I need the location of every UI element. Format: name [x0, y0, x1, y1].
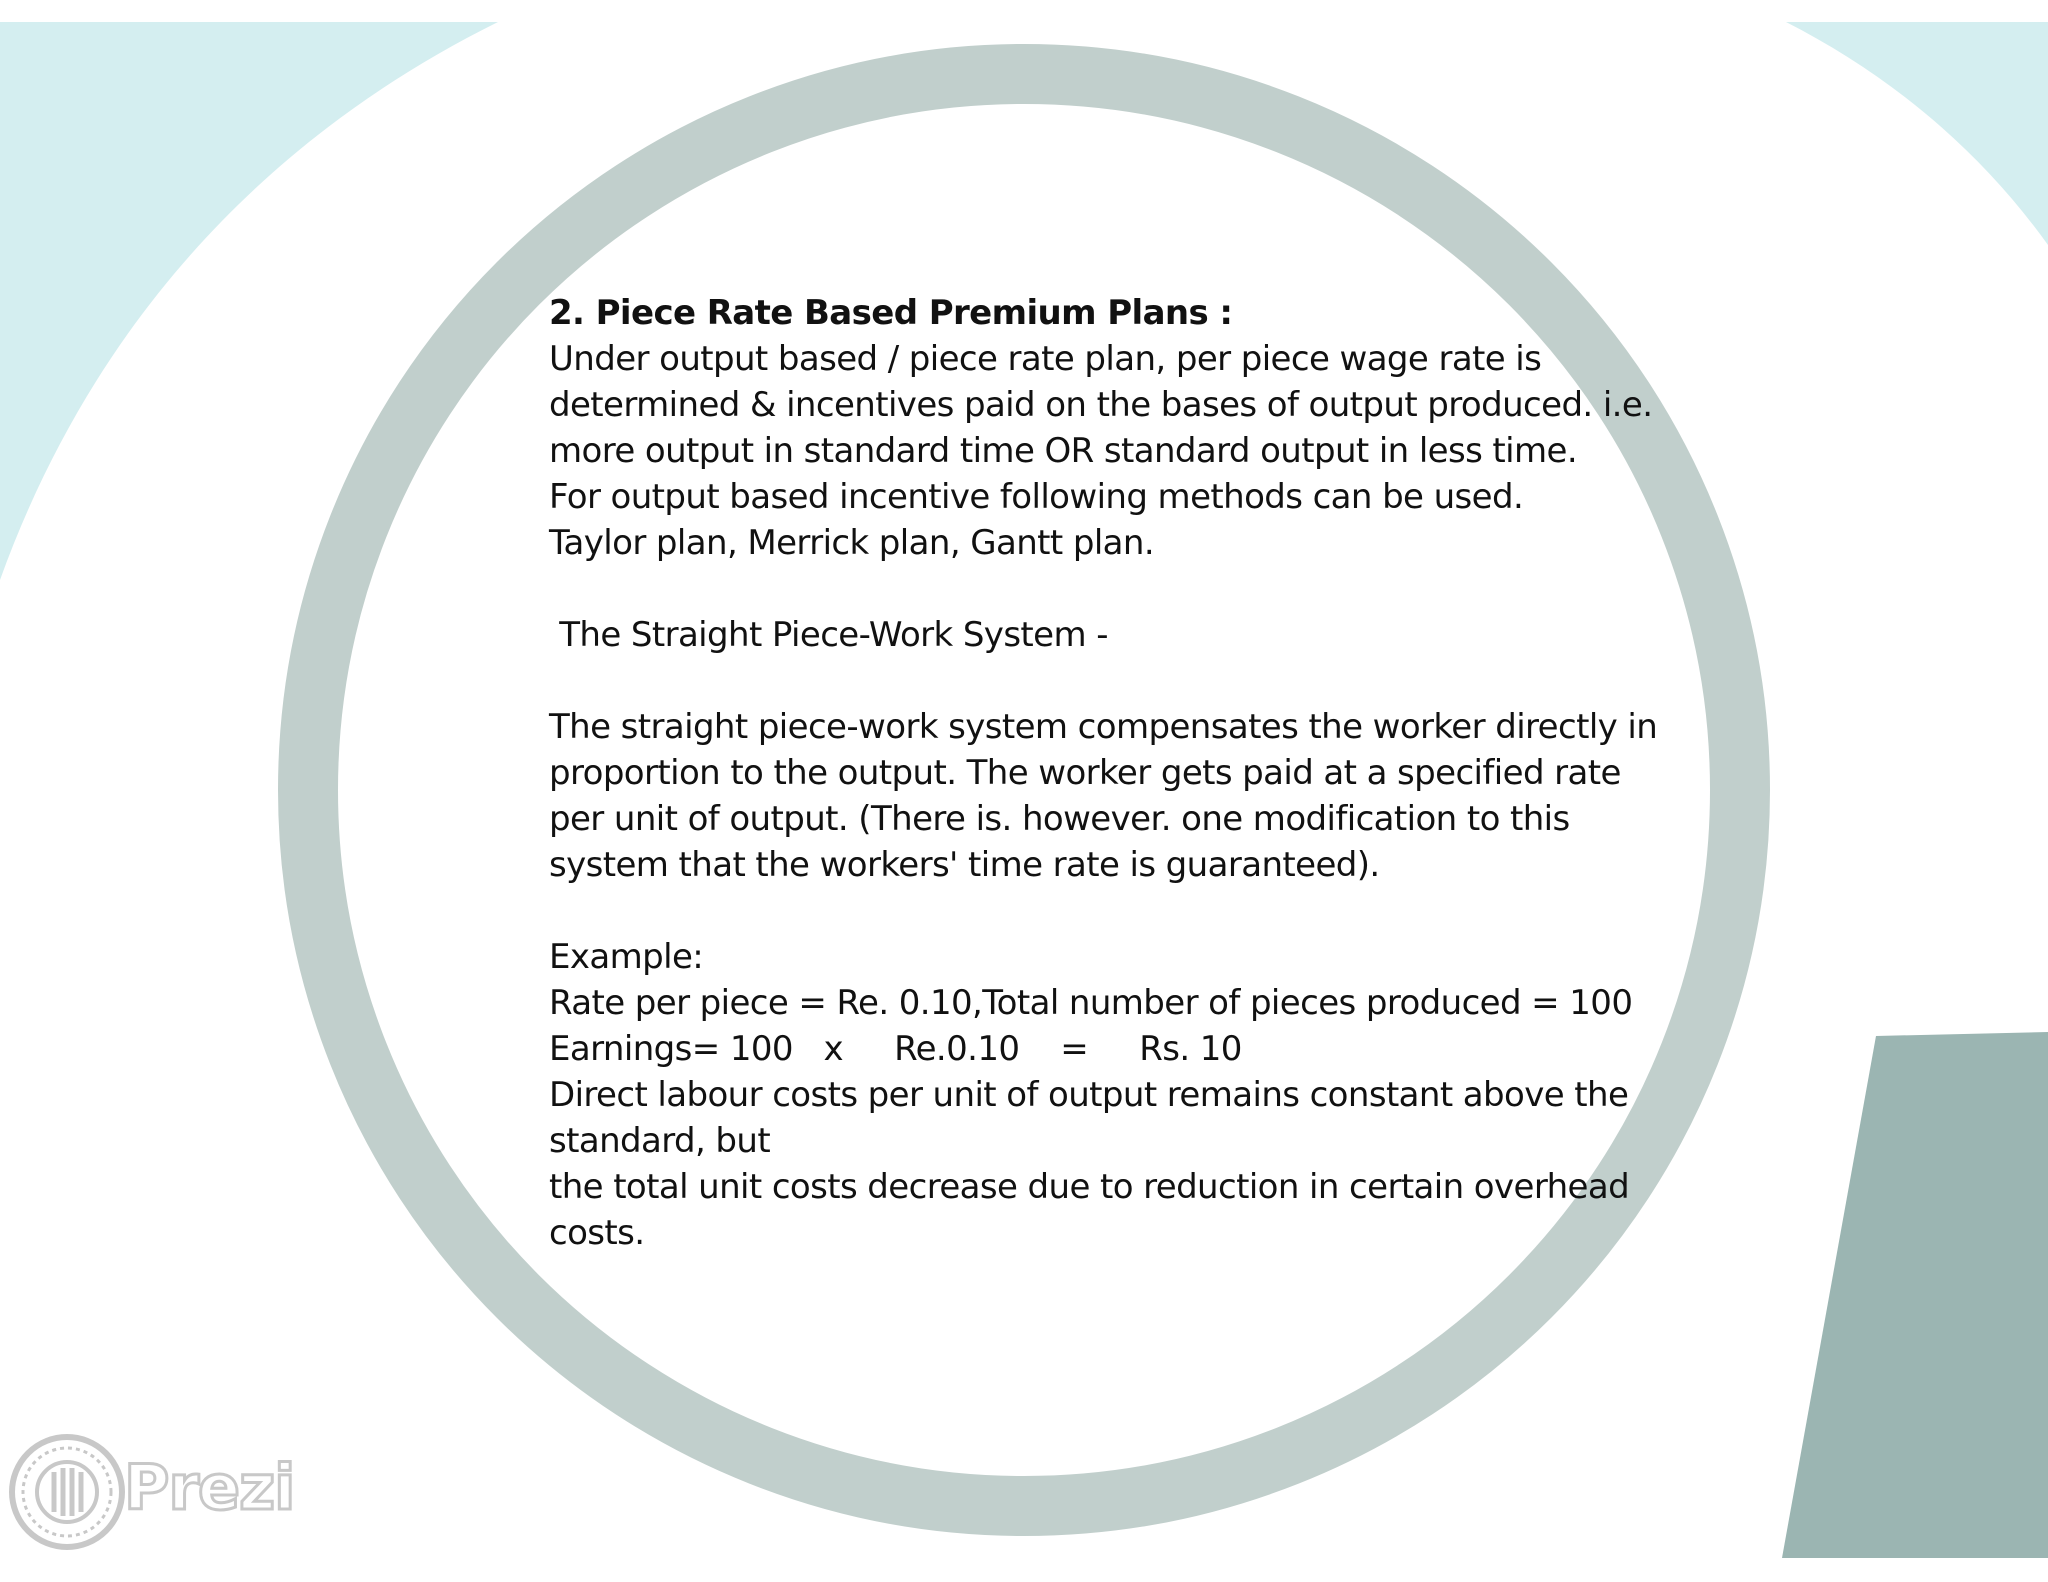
description-line: per unit of output. (There is. however. one modification to this — [549, 799, 1570, 839]
top-right-corner-shape — [1786, 22, 2048, 245]
slide-text-block — [549, 290, 1658, 1256]
slide-heading: 2. Piece Rate Based Premium Plans : — [549, 293, 1233, 333]
example-line: Earnings= 100 x Re.0.10 = Rs. 10 — [549, 1029, 1242, 1069]
description-line: proportion to the output. The worker gets paid at a specified rate — [549, 753, 1621, 793]
example-line: Direct labour costs per unit of output remains constant above the — [549, 1075, 1629, 1115]
blank-line — [549, 658, 1569, 704]
example-label: Example: — [549, 937, 704, 977]
example-line: the total unit costs decrease due to reduction in certain overhead — [549, 1167, 1630, 1207]
bottom-right-shape — [1782, 1032, 2048, 1558]
example-line: standard, but — [549, 1121, 771, 1161]
prezi-watermark-text: Prezi — [124, 1451, 295, 1524]
blank-line — [549, 888, 1569, 934]
intro-line: For output based incentive following methods can be used. — [549, 477, 1524, 517]
example-line: costs. — [549, 1213, 645, 1253]
intro-line: more output in standard time OR standard output in less time. — [549, 431, 1578, 471]
intro-line: Taylor plan, Merrick plan, Gantt plan. — [549, 523, 1155, 563]
intro-line: Under output based / piece rate plan, per piece wage rate is — [549, 339, 1542, 379]
description-line: system that the workers' time rate is guaranteed). — [549, 845, 1380, 885]
intro-line: determined & incentives paid on the bases of output produced. i.e. — [549, 385, 1653, 425]
example-line: Rate per piece = Re. 0.10,Total number of pieces produced = 100 — [549, 983, 1633, 1023]
top-left-corner-shape — [0, 22, 498, 580]
description-line: The straight piece-work system compensates the worker directly in — [549, 707, 1658, 747]
blank-line — [549, 566, 1569, 612]
slide-subheading: The Straight Piece-Work System - — [549, 615, 1108, 655]
